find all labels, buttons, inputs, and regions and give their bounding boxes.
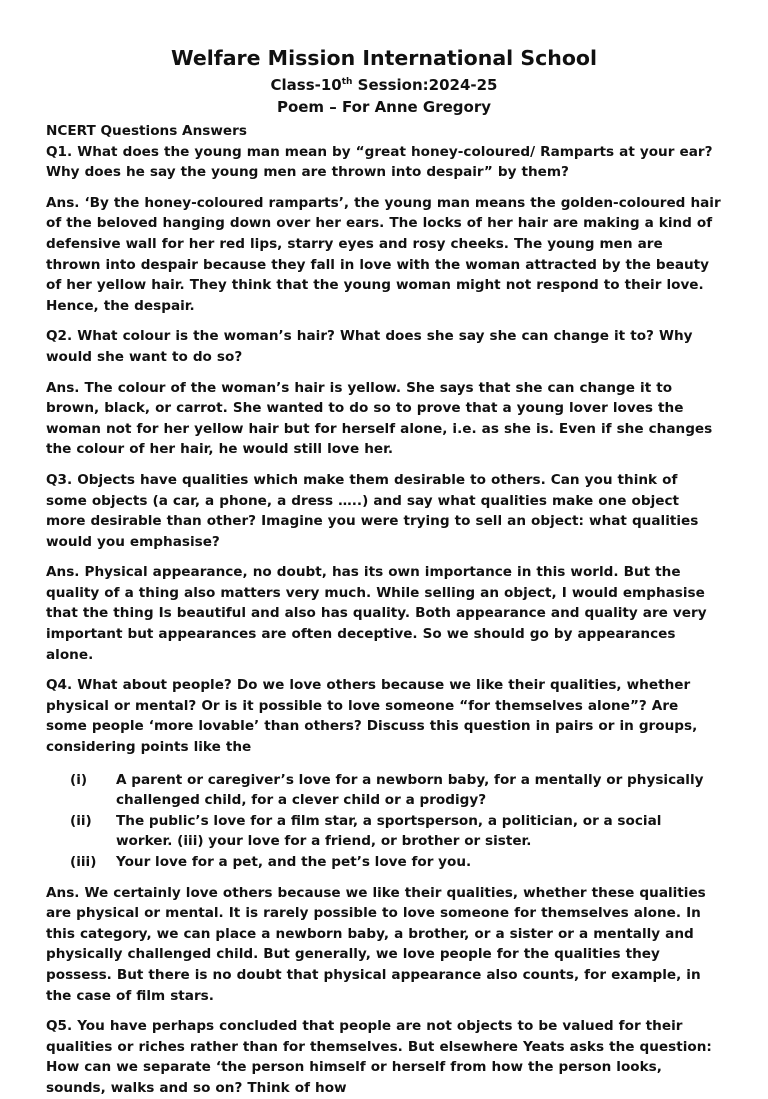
answer-1: Ans. ‘By the honey-coloured ramparts’, the young man means the golden-coloured hair of the beloved hanging down over her ears. The locks of her hair are making a kind of defensive wall for her red lips, starry eyes and rosy cheeks. The young men are thrown into despair because they fall in love with the woman attracted by the beauty of her yellow hair. They think that the young woman might not respond to their love. Hence, the despair. (46, 194, 721, 314)
poem-title: Poem – For Anne Gregory (276, 98, 492, 116)
list-item (46, 811, 722, 852)
school-name: Welfare Mission International School (170, 46, 598, 70)
answer-4: Ans. We certainly love others because we like their qualities, whether these qualities are physical or mental. It is rarely possible to love someone for themselves alone. In this category, we can place a newborn baby, a brother, or a sister or a mentally and physically challenged child. But generally, we love people for the qualities they possess. But there is no doubt that physical appearance also counts, for example, in the case of film stars. (46, 884, 706, 1004)
list-item (46, 770, 722, 811)
question-1: Q1. What does the young man mean by “great honey-coloured/ Ramparts at your ear? Why does he say the young men are thrown into despair” by them? (46, 143, 713, 181)
session: Session:2024-25 (352, 76, 498, 94)
section-label: NCERT Questions Answers (46, 123, 247, 139)
point-number: (iii) (70, 854, 97, 870)
answer-2: Ans. The colour of the woman’s hair is yellow. She says that she can change it to brown, black, or carrot. She wanted to do so to prove that a young lover loves the woman not for her yellow hair but for herself alone, i.e. as she is. Even if she changes the colour of her hair, he would still love her. (46, 379, 713, 458)
discussion-points (46, 770, 722, 873)
question-2: Q2. What colour is the woman’s hair? What does she say she can change it to? Why would she want to do so? (46, 328, 693, 365)
question-4: Q4. What about people? Do we love others because we like their qualities, whether physical or mental? Or is it possible to love someone “for themselves alone”? Are some people ‘more lovable’ than others? Discuss this question in pairs or in groups, considering points like the (46, 677, 698, 756)
point-number: (ii) (70, 812, 92, 829)
class-session (46, 74, 722, 96)
list-item (46, 852, 722, 873)
question-5: Q5. You have perhaps concluded that people are not objects to be valued for their qualities or riches rather than for themselves. But elsewhere Yeats asks the question: How can we separate ‘the person himself or herself from how the person looks, sounds, walks and so on? Think of how (46, 1018, 712, 1096)
class-suffix: th (341, 77, 353, 87)
class-prefix: Class-10 (270, 76, 342, 94)
answer-3: Ans. Physical appearance, no doubt, has its own importance in this world. But the quality of a thing also matters very much. While selling an object, I would emphasise that the thing Is beautiful and also has quality. Both appearance and quality are very important but appearances are often deceptive. So we should go by appearances alone. (46, 564, 707, 663)
question-3: Q3. Objects have qualities which make them desirable to others. Can you think of some objects (a car, a phone, a dress …..) and say what qualities make one object more desirable than other? Imagine you were trying to sell an object: what qualities would you emphasise? (46, 471, 699, 550)
point-number: (i) (70, 771, 88, 788)
point-text: The public’s love for a film star, a sportsperson, a politician, or a social worker. (iii) your love for a friend, or brother or sister. (116, 812, 662, 850)
point-text: Your love for a pet, and the pet’s love for you. (116, 854, 472, 870)
point-text: A parent or caregiver’s love for a newborn baby, for a mentally or physically challenged child, for a clever child or a prodigy? (116, 771, 704, 809)
